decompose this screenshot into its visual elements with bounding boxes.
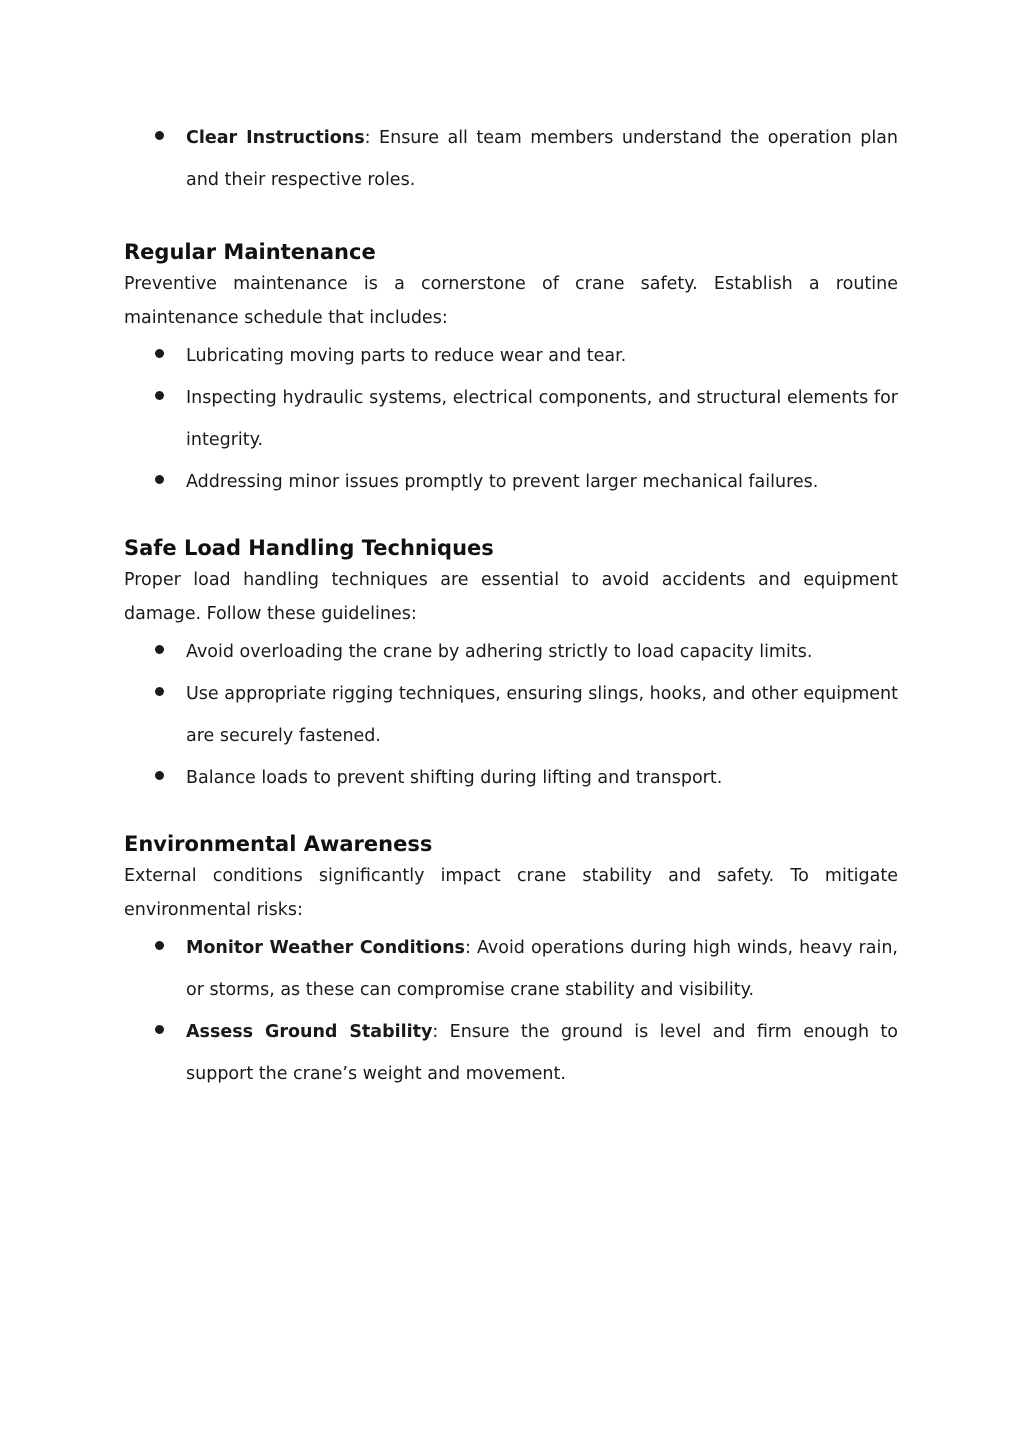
list-item (124, 927, 898, 1011)
environment-bullet-list (124, 927, 898, 1095)
bullet-text: : Ensure all team members understand the operation plan and their respective roles. (186, 128, 898, 190)
load-handling-bullet-list (124, 631, 898, 799)
list-item (124, 461, 898, 503)
list-item (124, 335, 898, 377)
section-paragraph: Preventive maintenance is a cornerstone of crane safety. Establish a routine maintenance schedule that includes: (124, 274, 898, 328)
bullet-text: : Avoid operations during high winds, heavy rain, or storms, as these can compromise crane stability and visibility. (186, 938, 898, 1000)
bullet-icon (155, 687, 164, 696)
bullet-text: Balance loads to prevent shifting during lifting and transport. (186, 768, 723, 788)
bullet-bold-label: Assess Ground Stability (186, 1022, 433, 1042)
bullet-text: Lubricating moving parts to reduce wear and tear. (186, 346, 627, 366)
section-paragraph: External conditions significantly impact crane stability and safety. To mitigate environmental risks: (124, 866, 898, 920)
bullet-bold-label: Clear Instructions (186, 128, 365, 148)
bullet-icon (155, 771, 164, 780)
bullet-text: : Ensure the ground is level and firm enough to support the crane’s weight and movement. (186, 1022, 898, 1084)
list-item (124, 1011, 898, 1095)
bullet-icon (155, 1025, 164, 1034)
bullet-icon (155, 391, 164, 400)
bullet-icon (155, 475, 164, 484)
list-item (124, 377, 898, 461)
bullet-icon (155, 941, 164, 950)
bullet-icon (155, 645, 164, 654)
list-item (124, 631, 898, 673)
bullet-text: Use appropriate rigging techniques, ensuring slings, hooks, and other equipment are securely fastened. (186, 684, 898, 746)
document-content (124, 117, 898, 1095)
bullet-text: Addressing minor issues promptly to prevent larger mechanical failures. (186, 472, 819, 492)
intro-bullet-list (124, 117, 898, 201)
section-heading-safe-load-handling: Safe Load Handling Techniques (124, 536, 494, 560)
list-item (124, 117, 898, 201)
list-item (124, 673, 898, 757)
section-heading-environmental-awareness: Environmental Awareness (124, 832, 433, 856)
bullet-text: Inspecting hydraulic systems, electrical components, and structural elements for integrity. (186, 388, 898, 450)
maintenance-bullet-list (124, 335, 898, 503)
list-item (124, 757, 898, 799)
bullet-bold-label: Monitor Weather Conditions (186, 938, 465, 958)
section-heading-regular-maintenance: Regular Maintenance (124, 240, 376, 264)
section-paragraph: Proper load handling techniques are essential to avoid accidents and equipment damage. Follow these guidelines: (124, 570, 898, 624)
bullet-icon (155, 131, 164, 140)
bullet-text: Avoid overloading the crane by adhering strictly to load capacity limits. (186, 642, 813, 662)
bullet-icon (155, 349, 164, 358)
